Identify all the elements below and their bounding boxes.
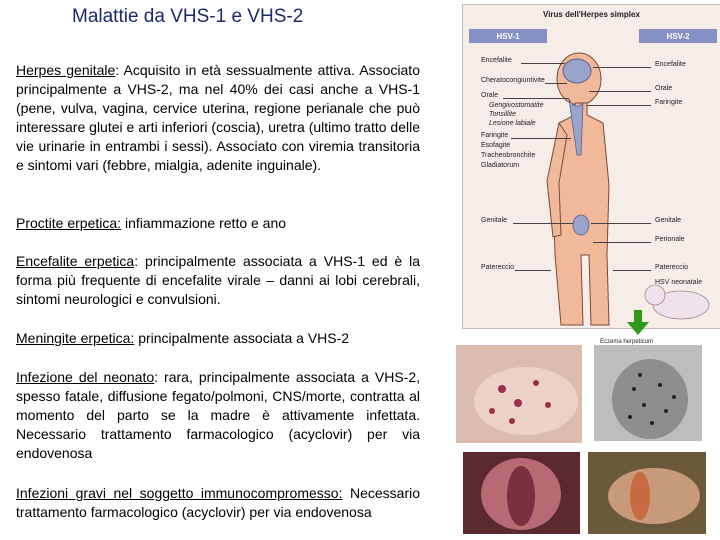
left-label-tracheobronchite: Tracheobronchite xyxy=(481,152,536,159)
paragraph-heading: Encefalite erpetica xyxy=(16,253,135,269)
paragraph-proctite xyxy=(16,214,420,233)
leader-line xyxy=(593,67,651,68)
left-label-esofagite: Esofagite xyxy=(481,142,511,149)
left-label-gladiatorum: Gladiatorum xyxy=(481,162,520,169)
diagram-title: Virus dell'Herpes simplex xyxy=(543,10,640,19)
left-label-patereccio: Patereccio xyxy=(481,264,515,271)
right-label-hsv-neonatale: HSV neonatale xyxy=(655,279,703,286)
left-label-orale: Orale xyxy=(481,92,499,99)
paragraph-body: principalmente associata a VHS-2 xyxy=(138,330,350,346)
leader-line xyxy=(513,223,573,224)
paragraph-heading: Proctite erpetica: xyxy=(16,215,122,231)
heading-separator: : xyxy=(134,253,146,269)
left-label-encefalite: Encefalite xyxy=(481,57,512,64)
paragraph-body: principalmente associata a VHS-1 ed è la forma più frequente di encefalite virale – danni ai lobi cerebrali, sintomi neurologici e convulsioni. xyxy=(16,253,421,307)
photo-neonatal-lesions xyxy=(456,345,582,443)
hsv2-column-header: HSV-2 xyxy=(639,29,717,43)
leader-line xyxy=(545,83,567,84)
right-label-faringite: Faringite xyxy=(655,99,683,106)
heading-separator: : xyxy=(154,369,165,385)
paragraph-neonato xyxy=(16,368,420,463)
right-label-encefalite: Encefalite xyxy=(655,61,686,68)
leader-line xyxy=(589,91,651,92)
left-label-gengivostomatite: Gengivostomatite xyxy=(489,102,544,109)
paragraph-heading: Infezione del neonato xyxy=(16,369,155,385)
paragraph-immunocompromesso xyxy=(16,484,420,522)
leader-line xyxy=(587,105,651,106)
leader-line xyxy=(515,270,551,271)
paragraph-heading: Infezioni gravi nel soggetto immunocompromesso: xyxy=(16,485,343,501)
slide-title: Malattie da VHS-1 e VHS-2 xyxy=(72,6,304,27)
photo-eczema-herpeticum xyxy=(594,345,702,441)
paragraph-encefalite xyxy=(16,252,420,309)
paragraph-herpes-genitale xyxy=(16,61,420,175)
right-label-orale: Orale xyxy=(655,85,673,92)
photo-genital-lesion xyxy=(463,452,580,534)
right-label-patereccio: Patereccio xyxy=(655,264,689,271)
arrow-down-icon xyxy=(626,310,650,336)
right-label-perionale: Perionale xyxy=(655,236,685,243)
paragraph-heading: Herpes genitale xyxy=(16,62,116,78)
heading-separator: : xyxy=(115,62,124,78)
hsv1-column-header: HSV-1 xyxy=(469,29,547,43)
paragraph-heading: Meningite erpetica: xyxy=(16,330,135,346)
leader-line xyxy=(511,138,571,139)
paragraph-meningite xyxy=(16,329,420,348)
heading-separator xyxy=(342,485,350,501)
left-label-tonsillite: Tonsillite xyxy=(489,111,516,118)
right-label-genitale: Genitale xyxy=(655,217,682,224)
leader-line xyxy=(503,98,569,99)
leader-line xyxy=(593,242,651,243)
paragraph-body: Necessario trattamento farmacologico (acyclovir) per via endovenosa xyxy=(16,485,420,520)
photo-caption: Eczema herpeticum xyxy=(600,339,654,345)
leader-line xyxy=(521,63,565,64)
leader-line xyxy=(591,223,651,224)
photo-penile-lesion xyxy=(588,452,706,534)
left-label-genitale: Genitale xyxy=(481,217,508,224)
leader-line xyxy=(613,270,651,271)
left-label-faringite: Faringite xyxy=(481,132,509,139)
paragraph-body: rara, principalmente associata a VHS-2, spesso fatale, diffusione fegato/polmoni, CNS/morte, contratta al momento del parto se la madre è attivamente infettata. Necessario trattamento farmacologico (acyclovir) per via endovenosa xyxy=(16,369,420,461)
paragraph-body: infiammazione retto e ano xyxy=(124,215,287,231)
paragraph-body: Acquisito in età sessualmente attiva. Associato principalmente a VHS-2, ma nel 40% dei casi anche a VHS-1 (pene, vulva, vagina, cervice uterina, regione perianale che può interessare glutei e arti inferiori (coscia), uretra (ultimo tratto delle vie urinarie in entrambi i sessi). Associato con viremia transitoria e sintomi vari (febbre, mialgia, adenite inguinale). xyxy=(16,62,420,173)
hsv-body-diagram xyxy=(462,4,720,329)
left-label-cheratocongiuntivite: Cheratocongiuntivite xyxy=(481,77,545,84)
left-label-lesione-labiale: Lesione labiale xyxy=(489,120,536,127)
